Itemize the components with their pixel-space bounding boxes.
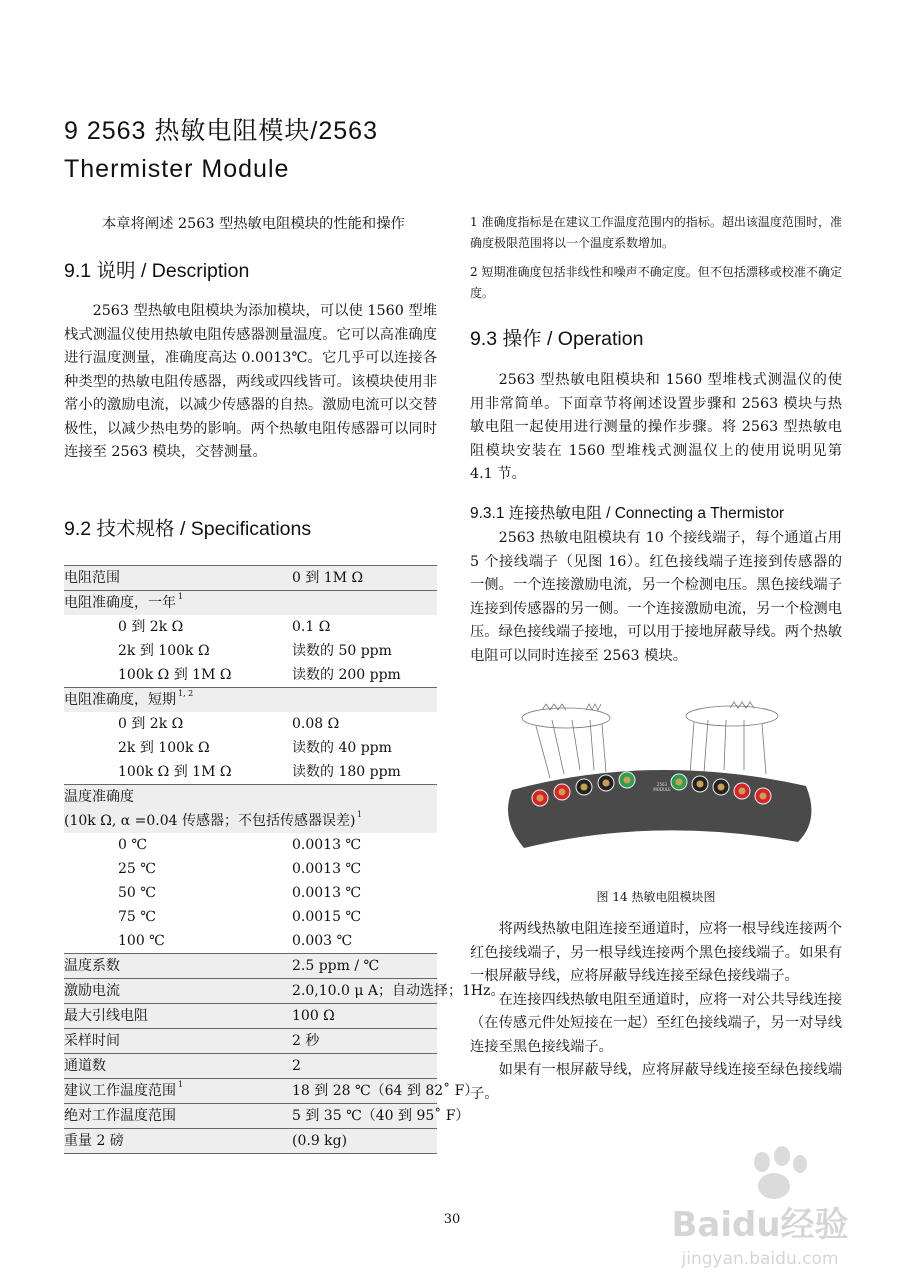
watermark-brand: Baidu经验: [671, 1205, 849, 1245]
wiring-instructions: [470, 918, 842, 1106]
spec-label: 最大引线电阻: [64, 1008, 148, 1024]
spec-label: 50 ℃: [118, 885, 156, 901]
spec-row: [64, 953, 437, 978]
description-paragraph: 2563 型热敏电阻模块为添加模块，可以使 1560 型堆栈式测温仪使用热敏电阻传感器测量温度。它可以高准确度进行温度测量，准确度高达 0.0013℃。它几乎可以连接各种类型的热敏电阻传感器，两线或四线皆可。该模块使用非常小的激励电流，以减少传感器的自热。激励电流可以交替极性，以减少热电势的影响。两个热敏电阻传感器可以同时连接至 2563 模块，交替测量。: [64, 303, 437, 460]
connecting-paragraph: 2563 热敏电阻模块有 10 个接线端子，每个通道占用 5 个接线端子（见图 16）。红色接线端子连接到传感器的一侧。一个连接激励电流，另一个检测电压。黑色接线端子连接到传感器的另一侧。一个连接激励电流，另一个检测电压。绿色接线端子接地，可以用于接地屏蔽导线。两个热敏电阻可以同时连接至 2563 模块。: [470, 530, 842, 664]
terminal-post-icon: [718, 784, 725, 791]
spec-row: [64, 784, 437, 809]
spec-row: [64, 663, 437, 687]
spec-label: 100k Ω 到 1M Ω: [118, 667, 232, 683]
spec-value: 读数的 50 ppm: [292, 643, 392, 659]
terminal-post-icon: [739, 788, 746, 795]
spec-row: [64, 1028, 437, 1053]
terminal-post-icon: [581, 784, 588, 791]
spec-label: 电阻准确度，短期: [64, 692, 176, 708]
spec-value: 读数的 200 ppm: [292, 667, 401, 683]
paw-logo-icon: [754, 1146, 807, 1199]
spec-value: 0.0013 ℃: [292, 885, 362, 901]
spec-label: 绝对工作温度范围: [64, 1108, 176, 1124]
spec-row: [64, 929, 437, 953]
spec-value: 0.0013 ℃: [292, 861, 362, 877]
operation-paragraph: 2563 型热敏电阻模块和 1560 型堆栈式测温仪的使用非常简单。下面章节将阐述设置步骤和 2563 模块与热敏电阻一起使用进行测量的操作步骤。将 2563 型热敏电阻模块安装在 1560 型堆栈式测温仪上的使用说明见第 4.1 节。: [470, 372, 842, 482]
spec-value: 18 到 28 ℃（64 到 82˚ F）: [292, 1083, 479, 1099]
spec-row: [64, 736, 437, 760]
specifications-table: [64, 565, 505, 1154]
spec-value: 读数的 180 ppm: [292, 764, 401, 780]
section-heading-9-2: 9.2 技术规格 / Specifications: [64, 518, 312, 540]
spec-value: 0.0015 ℃: [292, 909, 362, 925]
spec-row: [64, 905, 437, 929]
spec-value: 100 Ω: [292, 1008, 335, 1024]
spec-value: 读数的 40 ppm: [292, 740, 392, 756]
spec-value: 0.08 Ω: [292, 716, 340, 732]
spec-row: [64, 1003, 437, 1028]
spec-label: 100k Ω 到 1M Ω: [118, 764, 232, 780]
module-label-2: MODULE: [653, 787, 671, 792]
chapter-title: [64, 112, 464, 188]
spec-row: [64, 881, 437, 905]
chapter-title-line-2: Thermister Module: [64, 155, 290, 183]
spec-label: 通道数: [64, 1058, 106, 1074]
footnote-1: 1 准确度指标是在建议工作温度范围内的指标。超出该温度范围时，准确度极限范围将以一个温度系数增加。: [470, 215, 842, 250]
spec-label: 25 ℃: [118, 861, 156, 877]
spec-value: 0 到 1M Ω: [292, 570, 364, 586]
spec-label: 温度系数: [64, 958, 120, 974]
shield-paragraph: 如果有一根屏蔽导线，应将屏蔽导线连接至绿色接线端子。: [470, 1062, 842, 1102]
spec-value: 2.0,10.0 μ A；自动选择；1Hz。: [292, 983, 505, 999]
baidu-watermark: [640, 1140, 880, 1270]
spec-row: [64, 639, 437, 663]
spec-label: 建议工作温度范围: [64, 1083, 176, 1099]
terminal-post-icon: [624, 777, 631, 784]
watermark-url: jingyan.baidu.com: [681, 1249, 839, 1269]
spec-value: 2: [292, 1058, 301, 1074]
spec-row: [64, 712, 437, 736]
terminal-post-icon: [559, 789, 566, 796]
footnote-2: 2 短期准确度包括非线性和噪声不确定度。但不包括漂移或校准不确定度。: [470, 265, 842, 300]
spec-label: 电阻范围: [64, 570, 120, 586]
spec-value: 0.0013 ℃: [292, 837, 362, 853]
spec-value: 2.5 ppm / ℃: [292, 958, 380, 974]
spec-row: [64, 833, 437, 857]
spec-row: [64, 1078, 479, 1103]
spec-label: 采样时间: [64, 1033, 120, 1049]
right-sensor-leads-icon: [686, 702, 778, 774]
terminal-post-icon: [760, 793, 767, 800]
chapter-intro: 本章将阐述 2563 型热敏电阻模块的性能和操作: [102, 216, 405, 232]
spec-row: [64, 809, 437, 833]
four-wire-paragraph: 在连接四线热敏电阻至通道时，应将一对公共导线连接（在传感元件处短接在一起）至红色接线端子，另一对导线连接至黑色接线端子。: [470, 991, 842, 1055]
spec-label: 电阻准确度，一年: [64, 595, 176, 611]
footnote-marker: 1: [178, 1080, 184, 1089]
spec-row: [64, 590, 437, 615]
terminal-post-icon: [697, 781, 704, 788]
spec-value: 0.1 Ω: [292, 619, 331, 635]
terminal-post-icon: [676, 779, 683, 786]
spec-label: 0 到 2k Ω: [118, 716, 184, 732]
page-number: 30: [443, 1212, 461, 1227]
spec-label: 2k 到 100k Ω: [118, 740, 210, 756]
section-heading-9-3-1: 9.3.1 连接热敏电阻 / Connecting a Thermistor: [470, 505, 785, 522]
two-wire-paragraph: 将两线热敏电阻连接至通道时，应将一根导线连接两个红色接线端子，另一根导线连接两个黑色接线端子。如果有一根屏蔽导线，应将屏蔽导线连接至绿色接线端子。: [470, 921, 842, 984]
footnote-marker: 1: [357, 810, 363, 819]
spec-value: 2 秒: [292, 1033, 320, 1049]
footnote-marker: 1: [178, 592, 184, 601]
spec-label: 重量 2 磅: [64, 1133, 124, 1149]
spec-label: 0 到 2k Ω: [118, 619, 184, 635]
terminal-post-icon: [537, 795, 544, 802]
spec-value: 0.003 ℃: [292, 933, 353, 949]
spec-label: 0 ℃: [118, 837, 148, 853]
terminal-post-icon: [603, 780, 610, 787]
spec-value: 5 到 35 ℃（40 到 95˚ F）: [292, 1108, 470, 1124]
module-label-1: 2563: [656, 782, 668, 787]
spec-row: [64, 565, 437, 590]
section-body-9-1: [64, 300, 437, 465]
spec-label: 温度准确度: [64, 789, 134, 805]
figure-caption: 图 14 热敏电阻模块图: [596, 890, 716, 904]
chapter-title-line-1: 9 2563 热敏电阻模块/2563: [64, 117, 378, 145]
spec-label: (10k Ω, α =0.04 传感器；不包括传感器误差): [64, 813, 356, 829]
spec-value: (0.9 kg): [292, 1133, 348, 1149]
spec-label: 2k 到 100k Ω: [118, 643, 210, 659]
section-body-9-3: [470, 369, 842, 487]
section-body-9-3-1: [470, 527, 842, 668]
spec-label: 100 ℃: [118, 933, 165, 949]
section-heading-9-3: 9.3 操作 / Operation: [470, 328, 644, 350]
spec-label: 75 ℃: [118, 909, 156, 925]
spec-row: [64, 1103, 470, 1128]
left-sensor-leads-icon: [522, 704, 610, 778]
spec-row: [64, 978, 505, 1003]
thermistor-module-figure: [494, 690, 822, 860]
spec-row: [64, 1128, 437, 1154]
spec-row: [64, 760, 437, 784]
spec-row: [64, 1053, 437, 1078]
section-heading-9-1: 9.1 说明 / Description: [64, 260, 250, 282]
footnote-marker: 1, 2: [178, 689, 194, 698]
spec-row: [64, 857, 437, 881]
spec-label: 激励电流: [64, 983, 120, 999]
spec-row: [64, 615, 437, 639]
spec-row: [64, 687, 437, 712]
